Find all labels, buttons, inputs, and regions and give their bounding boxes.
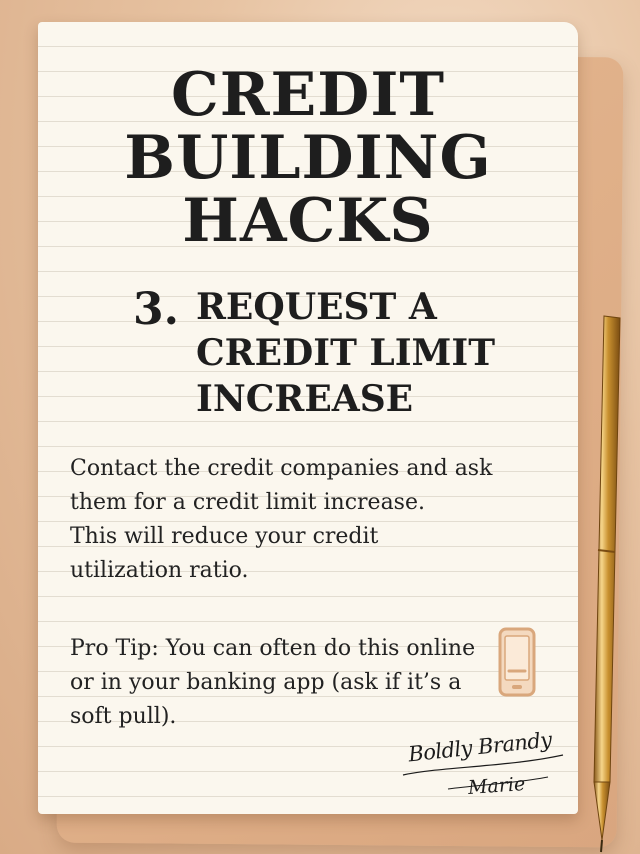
gold-pen	[570, 312, 630, 854]
body-line-4: utilization ratio.	[70, 558, 249, 583]
pro-tip-line-2: or in your banking app (ask if it’s a	[70, 670, 462, 695]
body-line-1: Contact the credit companies and ask	[70, 456, 493, 481]
step-title	[196, 284, 556, 422]
page-title	[38, 60, 578, 256]
signature-line-1: Boldly Brandy	[407, 727, 553, 767]
pro-tip-line-3: soft pull).	[70, 704, 177, 729]
pro-tip-line-1: Pro Tip: You can often do this online	[70, 636, 476, 661]
step-number: 3.	[133, 284, 179, 335]
body-text	[70, 452, 540, 588]
note-card	[38, 22, 578, 814]
body-line-2: them for a credit limit increase.	[70, 490, 425, 515]
title-line-1: CREDIT	[170, 60, 446, 130]
smartphone-icon	[498, 627, 536, 697]
step-title-line-2: CREDIT LIMIT	[196, 332, 496, 374]
title-line-2: BUILDING	[124, 123, 492, 193]
signature	[398, 727, 568, 812]
pro-tip-text	[70, 632, 540, 734]
step-title-line-3: INCREASE	[196, 378, 414, 420]
step-title-line-1: REQUEST A	[196, 286, 437, 328]
signature-line-2: Marie	[467, 773, 526, 799]
title-line-3: HACKS	[182, 186, 434, 256]
body-line-3: This will reduce your credit	[70, 524, 379, 549]
